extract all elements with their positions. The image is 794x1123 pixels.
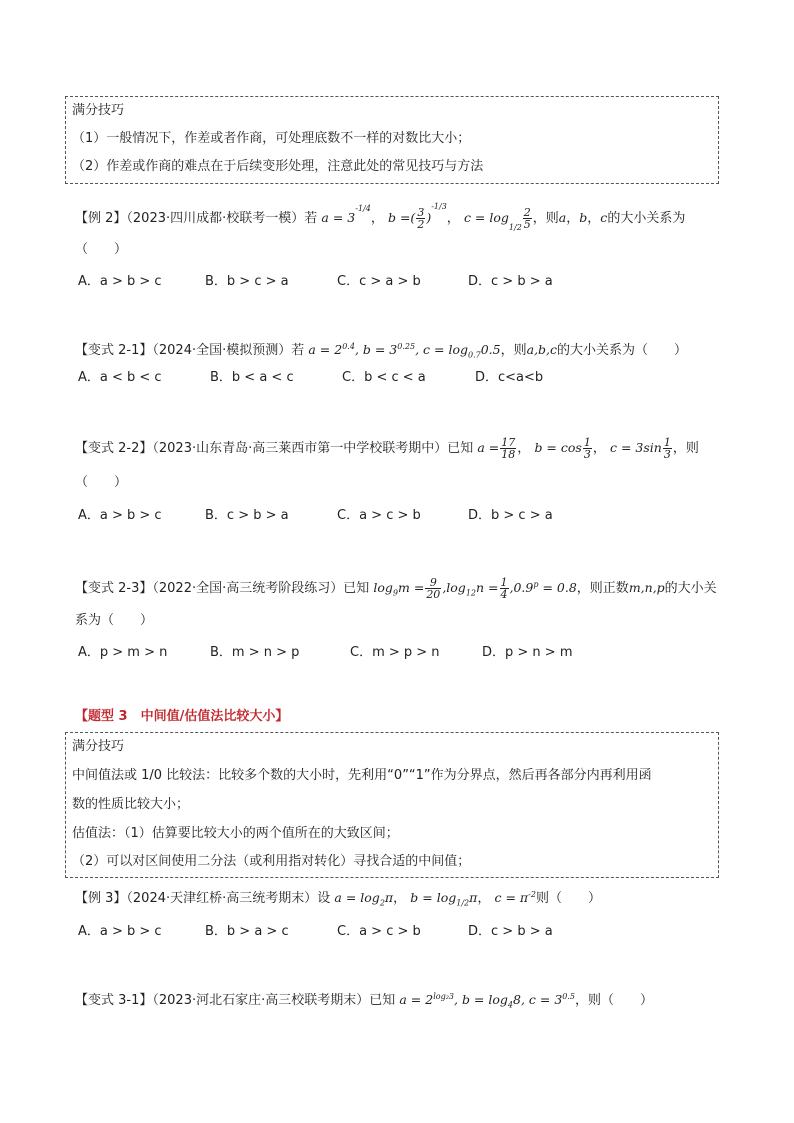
variant-2-3-option-b[interactable]: B．m > n > p [210, 645, 300, 660]
example-3-option-d[interactable]: D．c > b > a [468, 924, 553, 939]
variant-2-3-option-d[interactable]: D．p > n > m [482, 645, 573, 660]
tip-box-2-line-4: （2）可以对区间使用二分法（或利用指对转化）寻找合适的中间值； [72, 854, 471, 869]
tip-box-1-title: 满分技巧 [72, 103, 125, 118]
example-2-option-a[interactable]: A．a > b > c [78, 274, 162, 289]
example-2-option-c[interactable]: C．c > a > b [337, 274, 421, 289]
example-2-tag: 【例 2】 [75, 211, 127, 227]
type-3-heading: 【题型 3 中间值/估值法比较大小】 [75, 709, 289, 724]
example-2-a-expr: $a = 3^{-1/4}$ [321, 204, 371, 226]
example-2-paren: （ ） [75, 242, 128, 257]
example-2-b-expr: b =( $\frac{3}{2}$ )$^{-1/3}$ [387, 202, 447, 232]
tip-box-2-line-1: 中间值法或 1/0 比较法：比较多个数的大小时，先利用“0”“1”作为分界点，然后再各部分内再利用函 [72, 768, 652, 783]
example-2-question: 【例 2】（2023·四川成都·校联考一模）若 $a = 3^{-1/4}$， b =( $\frac{3}{2}$ )$^{-1/3}$， $c = \log_{1/2}$ $\frac{2}{5}$ ，则a，b，c的大小关系为 [75, 202, 686, 232]
variant-2-1-option-c[interactable]: C．b < c < a [342, 370, 426, 385]
variant-2-1-option-d[interactable]: D．c<a<b [475, 370, 544, 385]
example-3-option-b[interactable]: B．b > a > c [205, 924, 289, 939]
example-2-c-expr: $c = \log_{1/2}$ $\frac{2}{5}$ [463, 206, 531, 232]
variant-2-2-option-b[interactable]: B．c > b > a [205, 508, 289, 523]
example-2-option-b[interactable]: B．b > c > a [205, 274, 289, 289]
example-3-option-c[interactable]: C．a > c > b [337, 924, 421, 939]
variant-2-1-option-a[interactable]: A．a < b < c [78, 370, 162, 385]
variant-3-1-question: 【变式 3-1】（2023·河北石家庄·高三校联考期末）已知 $a = 2^{log_23}$, $b = \log_48$, $c = 3^{0.5}$，则（ ） [75, 992, 654, 1010]
example-3-option-a[interactable]: A．a > b > c [78, 924, 162, 939]
variant-2-2-option-d[interactable]: D．b > c > a [468, 508, 553, 523]
example-2-option-d[interactable]: D．c > b > a [468, 274, 553, 289]
variant-2-3-line-2: 系为（ ） [75, 613, 154, 628]
variant-2-3-question: 【变式 2-3】（2022·全国·高三统考阶段练习）已知 $\log_9m$ = $\frac{9}{20}$ $,\log_{12}n$ = $\frac{1}{4}$ ,0.9$^p$ = 0.8，则正数m,n,p的大小关 [75, 576, 717, 602]
tip-box-1-line-1: （1）一般情况下，作差或者作商，可处理底数不一样的对数比大小； [72, 131, 471, 146]
tip-box-1-line-2: （2）作差或作商的难点在于后续变形处理，注意此处的常见技巧与方法 [72, 159, 484, 174]
variant-2-2-option-a[interactable]: A．a > b > c [78, 508, 162, 523]
variant-2-3-option-c[interactable]: C．m > p > n [350, 645, 440, 660]
variant-2-2-paren: （ ） [75, 475, 128, 490]
variant-2-2-option-c[interactable]: C．a > c > b [337, 508, 421, 523]
variant-2-1-option-b[interactable]: B．b < a < c [210, 370, 294, 385]
variant-2-3-option-a[interactable]: A．p > m > n [78, 645, 168, 660]
tip-box-2-line-3: 估值法：（1）估算要比较大小的两个值所在的大致区间； [72, 826, 399, 841]
variant-2-2-question: 【变式 2-2】（2023·山东青岛·高三莱西市第一中学校联考期中）已知 a = $\frac{17}{18}$ ， b = cos $\frac{1}{3}$ ， c = 3sin $\frac{1}{3}$ ，则 [75, 436, 699, 461]
example-3-question: 【例 3】（2024·天津红桥·高三统考期末）设 $a = \log_2\pi$， $b = \log_{1/2}\pi$， $c = \pi^{-2}$则（ ） [75, 890, 601, 908]
variant-2-1-question: 【变式 2-1】（2024·全国·模拟预测）若 $a = 2^{0.4}$, $b = 3^{0.25}$, $c = \log_{0.7}0.5$，则a,b,c的大小关系为（ ） [75, 342, 688, 360]
tip-box-2-line-2: 数的性质比较大小； [72, 797, 190, 812]
tip-box-2-title: 满分技巧 [72, 739, 125, 754]
example-2-source: （2023·四川成都·校联考一模）若 [126, 211, 318, 227]
